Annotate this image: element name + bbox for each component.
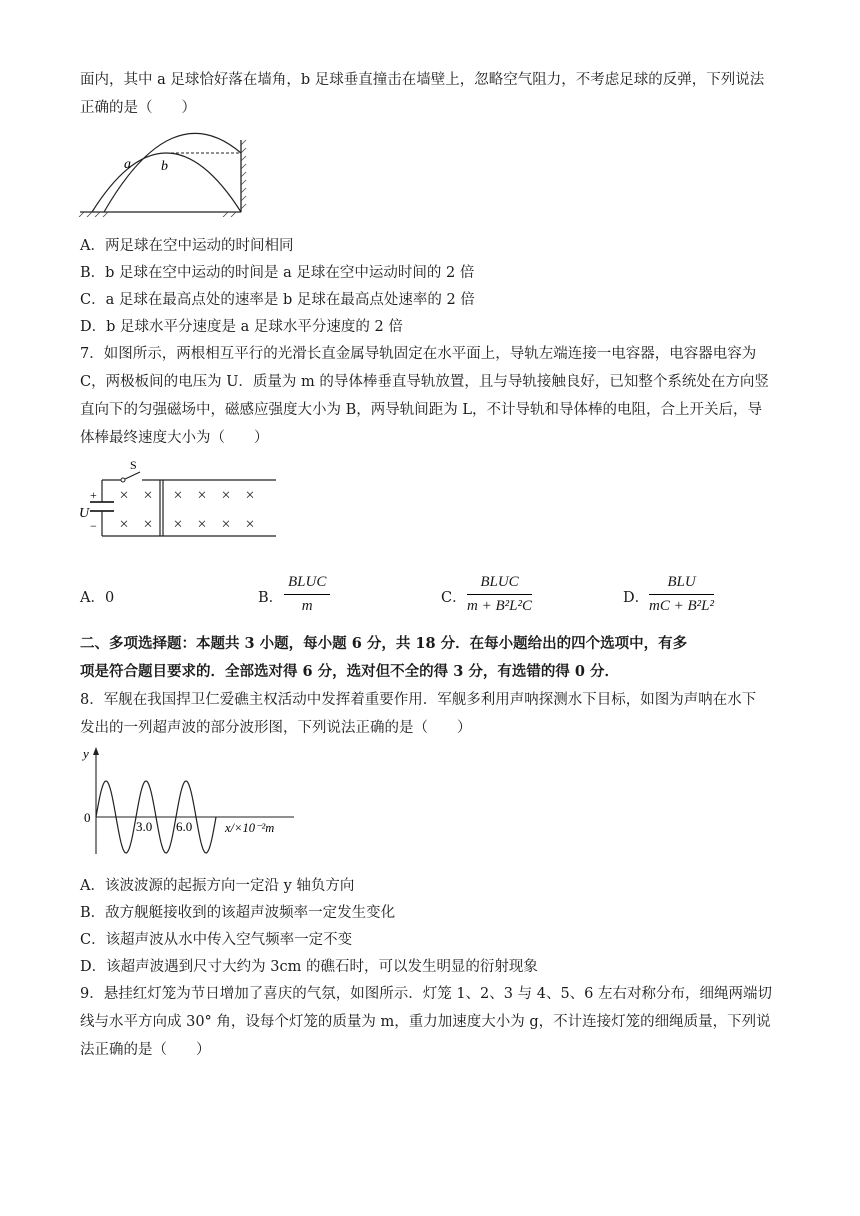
- q7-line2: C，两极板间的电压为 U．质量为 m 的导体棒垂直导轨放置，且与导轨接触良好，已知整个系统处在方向竖: [80, 374, 769, 390]
- q8-option-d: D．该超声波遇到尺寸大约为 3cm 的礁石时，可以发生明显的衍射现象: [80, 959, 538, 975]
- svg-text:×: ×: [143, 516, 153, 533]
- q8-option-a: A．该波波源的起振方向一定沿 y 轴负方向: [80, 878, 355, 894]
- q7-option-d-fraction: [649, 574, 714, 615]
- q6-option-d: D．b 足球水平分速度是 a 足球水平分速度的 2 倍: [80, 319, 403, 335]
- q7-switch-label: S: [130, 458, 137, 472]
- q8-y-axis-label: y: [83, 746, 89, 761]
- svg-text:×: ×: [245, 487, 255, 504]
- q7-option-b-numerator: BLUC: [284, 574, 330, 595]
- q8-origin-label: 0: [84, 810, 91, 825]
- q7-option-b-label: B．: [258, 590, 284, 606]
- svg-text:×: ×: [245, 516, 255, 533]
- q6-label-a: a: [124, 157, 131, 172]
- q7-circuit-figure: [78, 458, 278, 558]
- svg-text:×: ×: [197, 487, 207, 504]
- q7-option-b-fraction: [284, 574, 330, 615]
- q8-waveform-figure: [80, 744, 300, 856]
- svg-text:×: ×: [143, 487, 153, 504]
- svg-text:×: ×: [173, 487, 183, 504]
- q8-tick-3: 3.0: [136, 819, 153, 834]
- q7-option-c-fraction: [467, 574, 532, 615]
- q7-line4: 体棒最终速度大小为（ ）: [80, 430, 269, 446]
- q7-option-c-label: C．: [441, 590, 467, 606]
- q7-line1: 7．如图所示，两根相互平行的光滑长直金属导轨固定在水平面上，导轨左端连接一电容器，电容器电容为: [80, 346, 757, 362]
- q8-option-b: B．敌方舰艇接收到的该超声波频率一定发生变化: [80, 905, 396, 921]
- svg-text:×: ×: [221, 516, 231, 533]
- svg-text:×: ×: [197, 516, 207, 533]
- q6-label-b: b: [161, 159, 168, 174]
- svg-text:×: ×: [221, 487, 231, 504]
- svg-text:×: ×: [173, 516, 183, 533]
- q8-x-axis-label: x/×10⁻²m: [225, 821, 275, 835]
- q6-trajectory-figure: [78, 125, 263, 217]
- section2-heading-line2: 项是符合题目要求的．全部选对得 6 分，选对但不全的得 3 分，有选错的得 0 分．: [80, 663, 620, 680]
- svg-text:×: ×: [119, 516, 129, 533]
- q8-line1: 8．军舰在我国捍卫仁爱礁主权活动中发挥着重要作用．军舰多利用声呐探测水下目标，如图为声呐在水下: [80, 692, 757, 708]
- q7-option-d-numerator: BLU: [649, 574, 714, 595]
- q8-line2: 发出的一列超声波的部分波形图，下列说法正确的是（ ）: [80, 720, 472, 736]
- q6-option-a: A．两足球在空中运动的时间相同: [80, 238, 294, 254]
- q8-tick-6: 6.0: [176, 819, 193, 834]
- q6-intro-line2: 正确的是（ ）: [80, 100, 196, 116]
- q6-intro-line1: 面内，其中 a 足球恰好落在墙角，b 足球垂直撞击在墙壁上，忽略空气阻力，不考虑足球的反弹，下列说法: [80, 72, 765, 88]
- q7-option-c-numerator: BLUC: [467, 574, 532, 595]
- q7-plus-sign: +: [90, 488, 97, 502]
- q7-option-a: A．0: [80, 590, 115, 606]
- q7-option-c-denominator: m + B²L²C: [467, 598, 532, 614]
- q7-line3: 直向下的匀强磁场中，磁感应强度大小为 B，两导轨间距为 L，不计导轨和导体棒的电阻，合上开关后，导: [80, 402, 762, 418]
- q6-option-b: B．b 足球在空中运动的时间是 a 足球在空中运动时间的 2 倍: [80, 265, 475, 281]
- svg-text:×: ×: [119, 487, 129, 504]
- q9-line2: 线与水平方向成 30° 角，设每个灯笼的质量为 m，重力加速度大小为 g，不计连接灯笼的细绳质量，下列说: [80, 1014, 771, 1030]
- q7-minus-sign: −: [90, 519, 97, 533]
- q9-line3: 法正确的是（ ）: [80, 1042, 211, 1058]
- q7-voltage-label: U: [79, 506, 90, 521]
- q6-option-c: C．a 足球在最高点处的速率是 b 足球在最高点处速率的 2 倍: [80, 292, 475, 308]
- q7-option-b-denominator: m: [301, 598, 313, 614]
- q7-option-d-denominator: mC + B²L²: [649, 598, 714, 614]
- q7-option-d-label: D．: [623, 590, 650, 606]
- q9-line1: 9．悬挂红灯笼为节日增加了喜庆的气氛，如图所示．灯笼 1、2、3 与 4、5、6 左右对称分布，细绳两端切: [80, 986, 773, 1002]
- q8-option-c: C．该超声波从水中传入空气频率一定不变: [80, 932, 353, 948]
- section2-heading-line1: 二、多项选择题：本题共 3 小题，每小题 6 分，共 18 分．在每小题给出的四个选项中，有多: [80, 635, 688, 652]
